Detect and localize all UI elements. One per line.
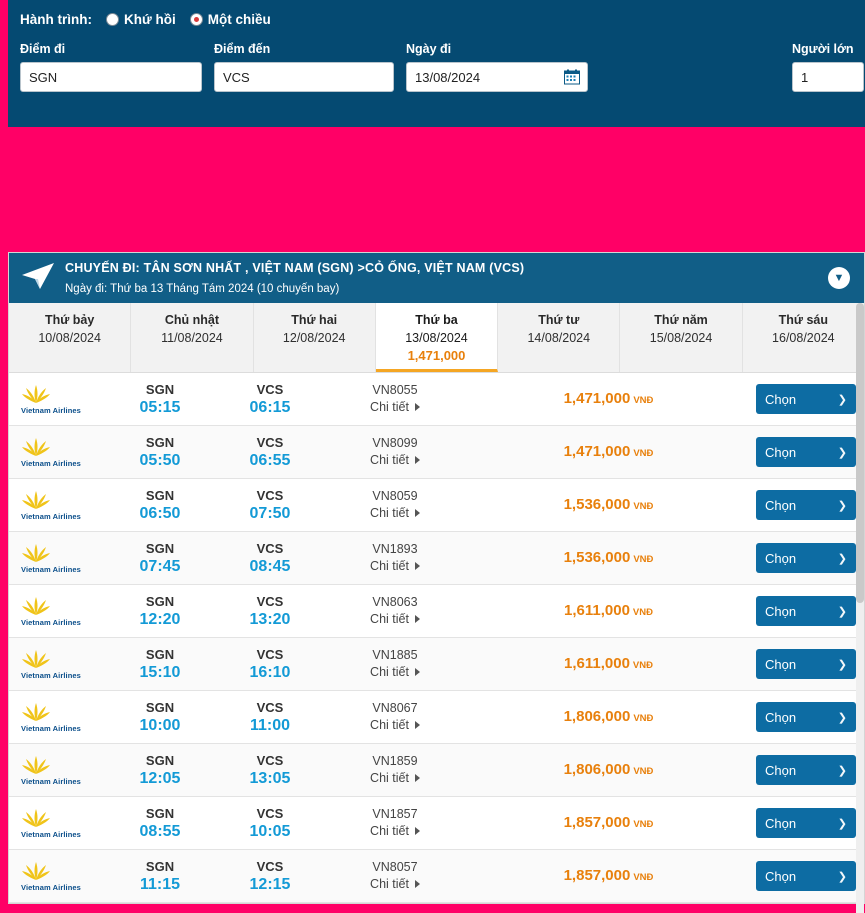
field-destination [214, 42, 394, 92]
arrival-time: 06:55 [249, 451, 291, 469]
arrival-code: VCS [256, 381, 284, 397]
flight-number-cell [325, 648, 465, 681]
chevron-right-icon: ❯ [837, 552, 847, 565]
date-tab-date: 16/08/2024 [772, 331, 835, 345]
choose-flight-label: Chọn [765, 815, 797, 831]
flight-details-label: Chi tiết [370, 399, 409, 414]
date-tab-dow: Thứ hai [291, 313, 338, 327]
trip-option-oneway[interactable] [190, 12, 271, 27]
choose-flight-label: Chọn [765, 868, 797, 884]
choose-flight-button[interactable] [756, 755, 856, 785]
choose-flight-button[interactable] [756, 861, 856, 891]
chevron-right-icon [415, 456, 420, 464]
results-panel [8, 252, 865, 904]
price-value: 1,857,000 [563, 867, 631, 884]
arrival-code: VCS [256, 646, 284, 662]
flight-details-link[interactable] [370, 453, 420, 467]
price-value: 1,806,000 [563, 761, 631, 778]
airline-name: Vietnam Airlines [21, 883, 81, 892]
price-value: 1,857,000 [563, 814, 631, 831]
price-currency: VNĐ [633, 872, 654, 883]
airline-name: Vietnam Airlines [21, 777, 81, 786]
chevron-down-icon[interactable]: ▼ [828, 267, 850, 289]
price-currency: VNĐ [632, 660, 653, 671]
date-tab-date: 14/08/2024 [527, 331, 591, 345]
choose-flight-label: Chọn [765, 550, 797, 566]
airline-cell [9, 595, 105, 627]
airline-cell [9, 542, 105, 574]
airline-cell [9, 860, 105, 892]
date-tab-5[interactable] [620, 303, 742, 372]
vietnam-airlines-lotus-icon [21, 648, 51, 670]
price-cell [465, 761, 752, 779]
departure-time: 05:15 [139, 398, 181, 416]
vietnam-airlines-lotus-icon [21, 701, 51, 723]
date-tab-dow: Thứ tư [538, 313, 580, 327]
price-value: 1,536,000 [563, 496, 631, 513]
price-value: 1,611,000 [564, 655, 630, 672]
action-cell [752, 702, 864, 732]
departure-cell [105, 382, 215, 417]
arrival-cell [215, 700, 325, 735]
price-currency: VNĐ [633, 395, 654, 406]
date-tab-date: 13/08/2024 [405, 331, 468, 345]
flight-details-label: Chi tiết [370, 823, 409, 838]
arrival-time: 13:05 [249, 769, 291, 787]
flight-number-cell [325, 860, 465, 893]
airline-cell [9, 648, 105, 680]
choose-flight-button[interactable] [756, 649, 856, 679]
arrival-code: VCS [256, 540, 284, 556]
vietnam-airlines-lotus-icon [21, 383, 51, 405]
flight-number: VN8059 [372, 488, 418, 503]
chevron-right-icon: ❯ [837, 817, 847, 830]
flight-details-label: Chi tiết [370, 770, 409, 785]
chevron-right-icon [415, 509, 420, 517]
action-cell [752, 755, 864, 785]
departure-cell [105, 700, 215, 735]
departure-cell [105, 647, 215, 682]
date-tab-0[interactable] [9, 303, 131, 372]
arrival-cell [215, 806, 325, 841]
vietnam-airlines-lotus-icon [21, 595, 51, 617]
airline-name: Vietnam Airlines [21, 618, 81, 627]
airline-cell [9, 807, 105, 839]
flight-row[interactable] [9, 638, 864, 691]
arrival-cell [215, 859, 325, 894]
airline-name: Vietnam Airlines [21, 671, 81, 680]
scrollbar-thumb[interactable] [856, 303, 864, 603]
departure-cell [105, 859, 215, 894]
price-currency: VNĐ [633, 554, 654, 565]
flight-number: VN1859 [372, 753, 418, 768]
arrival-cell [215, 647, 325, 682]
price-value: 1,611,000 [564, 602, 630, 619]
airline-name: Vietnam Airlines [21, 512, 81, 521]
choose-flight-button[interactable] [756, 808, 856, 838]
date-tab-dow: Thứ năm [654, 313, 708, 327]
arrival-time: 08:45 [249, 557, 291, 575]
results-subtitle: Ngày đi: Thứ ba 13 Tháng Tám 2024 (10 chuyến bay) [65, 283, 340, 295]
flight-row[interactable] [9, 691, 864, 744]
flight-number: VN8055 [372, 382, 418, 397]
flight-number: VN1885 [372, 647, 418, 662]
flight-details-link[interactable] [370, 559, 420, 573]
airline-cell [9, 436, 105, 468]
price-value: 1,471,000 [563, 390, 631, 407]
chevron-right-icon: ❯ [837, 870, 847, 883]
price-cell [465, 867, 752, 885]
flight-details-label: Chi tiết [370, 505, 409, 520]
vietnam-airlines-lotus-icon [21, 489, 51, 511]
paper-plane-icon [21, 262, 55, 295]
price-currency: VNĐ [632, 607, 653, 618]
arrival-cell [215, 382, 325, 417]
flight-details-link[interactable] [370, 612, 420, 626]
action-cell [752, 384, 864, 414]
flight-details-label: Chi tiết [370, 664, 409, 679]
flight-number-cell [325, 542, 465, 575]
flight-details-label: Chi tiết [370, 876, 409, 891]
choose-flight-label: Chọn [765, 497, 797, 513]
date-tab-dow: Chủ nhật [164, 313, 219, 327]
date-tab-date: 11/08/2024 [161, 331, 223, 345]
arrival-time: 16:10 [249, 663, 291, 681]
choose-flight-button[interactable] [756, 384, 856, 414]
flight-row[interactable] [9, 585, 864, 638]
date-tab-price: 1,471,000 [407, 348, 466, 363]
departure-code: SGN [145, 646, 175, 662]
flight-row[interactable] [9, 532, 864, 585]
departure-time: 12:05 [139, 769, 181, 787]
flight-number-cell [325, 436, 465, 469]
choose-flight-button[interactable] [756, 702, 856, 732]
departure-code: SGN [145, 540, 175, 556]
chevron-right-icon [415, 668, 420, 676]
flight-number-cell [325, 701, 465, 734]
price-value: 1,806,000 [563, 708, 631, 725]
action-cell [752, 861, 864, 891]
flight-row[interactable] [9, 373, 864, 426]
date-tab-2[interactable] [254, 303, 376, 372]
flight-details-label: Chi tiết [370, 611, 409, 626]
radio-oneway-icon[interactable] [190, 13, 203, 26]
field-origin [20, 42, 202, 92]
vietnam-airlines-lotus-icon [21, 436, 51, 458]
airline-cell [9, 701, 105, 733]
vietnam-airlines-lotus-icon [21, 542, 51, 564]
departure-code: SGN [145, 381, 175, 397]
date-strip [9, 303, 864, 373]
departure-code: SGN [145, 752, 175, 768]
date-tab-date: 15/08/2024 [649, 331, 713, 345]
results-header [9, 253, 864, 303]
choose-flight-label: Chọn [765, 444, 797, 460]
arrival-time: 10:05 [249, 822, 291, 840]
arrival-cell [215, 594, 325, 629]
origin-input[interactable] [20, 62, 202, 92]
search-fields [20, 42, 865, 92]
departure-cell [105, 488, 215, 523]
date-tab-1[interactable] [131, 303, 253, 372]
chevron-right-icon: ❯ [837, 393, 847, 406]
action-cell [752, 490, 864, 520]
date-tab-4[interactable] [498, 303, 620, 372]
chevron-right-icon [415, 403, 420, 411]
flight-details-link[interactable] [370, 771, 420, 785]
chevron-right-icon [415, 827, 420, 835]
choose-flight-label: Chọn [765, 391, 797, 407]
choose-flight-label: Chọn [765, 709, 797, 725]
price-cell [465, 496, 752, 514]
choose-flight-label: Chọn [765, 762, 797, 778]
departure-code: SGN [145, 487, 175, 503]
chevron-right-icon [415, 615, 420, 623]
chevron-right-icon: ❯ [837, 658, 847, 671]
departure-time: 06:50 [139, 504, 181, 522]
trip-type-row [20, 8, 865, 30]
radio-roundtrip-icon[interactable] [106, 13, 119, 26]
date-tab-dow: Thứ bảy [44, 313, 95, 327]
arrival-code: VCS [256, 752, 284, 768]
departure-time: 05:50 [139, 451, 181, 469]
price-value: 1,471,000 [563, 443, 631, 460]
flight-number-cell [325, 383, 465, 416]
chevron-right-icon [415, 721, 420, 729]
vietnam-airlines-lotus-icon [21, 860, 51, 882]
chevron-right-icon: ❯ [837, 764, 847, 777]
flight-details-link[interactable] [370, 400, 420, 414]
field-departure-date [406, 42, 588, 92]
departure-time: 11:15 [139, 875, 181, 893]
airline-cell [9, 383, 105, 415]
departure-cell [105, 753, 215, 788]
price-cell [465, 814, 752, 832]
choose-flight-button[interactable] [756, 543, 856, 573]
arrival-cell [215, 488, 325, 523]
date-tab-date: 10/08/2024 [38, 331, 101, 345]
price-currency: VNĐ [633, 501, 654, 512]
price-cell [465, 655, 752, 673]
departure-cell [105, 435, 215, 470]
departure-cell [105, 541, 215, 576]
choose-flight-label: Chọn [765, 656, 797, 672]
departure-cell [105, 806, 215, 841]
trip-option-roundtrip-label: Khứ hồi [124, 11, 176, 27]
price-currency: VNĐ [633, 819, 654, 830]
flight-number-cell [325, 807, 465, 840]
flight-number-cell [325, 489, 465, 522]
price-cell [465, 390, 752, 408]
airline-cell [9, 754, 105, 786]
airline-name: Vietnam Airlines [21, 830, 81, 839]
departure-code: SGN [145, 805, 175, 821]
airline-name: Vietnam Airlines [21, 565, 81, 574]
flight-details-link[interactable] [370, 506, 420, 520]
airline-cell [9, 489, 105, 521]
flight-number-cell [325, 595, 465, 628]
airline-name: Vietnam Airlines [21, 724, 81, 733]
chevron-right-icon: ❯ [837, 605, 847, 618]
arrival-code: VCS [256, 593, 284, 609]
departure-time: 07:45 [139, 557, 181, 575]
departure-time: 12:20 [139, 610, 181, 628]
flight-details-link[interactable] [370, 824, 420, 838]
trip-option-oneway-label: Một chiều [207, 11, 271, 27]
flight-row[interactable] [9, 850, 864, 903]
arrival-code: VCS [256, 858, 284, 874]
arrival-cell [215, 753, 325, 788]
date-tab-dow: Thứ ba [415, 313, 458, 327]
arrival-code: VCS [256, 434, 284, 450]
price-currency: VNĐ [633, 448, 654, 459]
flight-row[interactable] [9, 744, 864, 797]
price-cell [465, 602, 752, 620]
flight-details-link[interactable] [370, 877, 420, 891]
action-cell [752, 808, 864, 838]
flight-row[interactable] [9, 426, 864, 479]
flight-details-link[interactable] [370, 718, 420, 732]
adults-input[interactable] [792, 62, 864, 92]
action-cell [752, 543, 864, 573]
flight-details-link[interactable] [370, 665, 420, 679]
arrival-code: VCS [256, 699, 284, 715]
airline-name: Vietnam Airlines [21, 406, 81, 415]
trip-type-label: Hành trình: [20, 11, 92, 27]
departure-code: SGN [145, 858, 175, 874]
flight-number: VN8057 [372, 859, 418, 874]
field-adults [792, 42, 864, 92]
choose-flight-button[interactable] [756, 490, 856, 520]
arrival-time: 07:50 [249, 504, 291, 522]
origin-label: Điểm đi [20, 42, 66, 56]
adults-label: Người lớn [792, 42, 854, 56]
arrival-time: 13:20 [249, 610, 291, 628]
date-tab-6[interactable] [743, 303, 864, 372]
arrival-time: 11:00 [249, 716, 291, 734]
price-cell [465, 549, 752, 567]
departure-date-label: Ngày đi [406, 42, 452, 56]
chevron-right-icon [415, 562, 420, 570]
departure-date-input[interactable] [406, 62, 588, 92]
flight-details-label: Chi tiết [370, 717, 409, 732]
price-currency: VNĐ [633, 766, 654, 777]
flight-row[interactable] [9, 479, 864, 532]
chevron-right-icon [415, 880, 420, 888]
date-tab-date: 12/08/2024 [282, 331, 346, 345]
chevron-right-icon: ❯ [837, 446, 847, 459]
date-tab-3[interactable] [376, 303, 498, 372]
flight-number: VN1893 [372, 541, 418, 556]
arrival-cell [215, 541, 325, 576]
departure-code: SGN [145, 434, 175, 450]
arrival-code: VCS [256, 805, 284, 821]
destination-input[interactable] [214, 62, 394, 92]
chevron-right-icon: ❯ [837, 499, 847, 512]
action-cell [752, 596, 864, 626]
chevron-right-icon [415, 774, 420, 782]
flight-number: VN1857 [372, 806, 418, 821]
date-tab-dow: Thứ sáu [778, 313, 828, 327]
flight-list [9, 373, 864, 903]
search-panel [8, 0, 865, 127]
departure-cell [105, 594, 215, 629]
price-currency: VNĐ [633, 713, 654, 724]
price-cell [465, 443, 752, 461]
choose-flight-label: Chọn [765, 603, 797, 619]
action-cell [752, 649, 864, 679]
departure-time: 08:55 [139, 822, 181, 840]
flight-number-cell [325, 754, 465, 787]
flight-row[interactable] [9, 797, 864, 850]
choose-flight-button[interactable] [756, 596, 856, 626]
departure-code: SGN [145, 593, 175, 609]
price-cell [465, 708, 752, 726]
arrival-cell [215, 435, 325, 470]
chevron-right-icon: ❯ [837, 711, 847, 724]
destination-label: Điểm đến [214, 42, 271, 56]
results-title: CHUYẾN ĐI: TÂN SƠN NHẤT , VIỆT NAM (SGN) >CỎ ỐNG, VIỆT NAM (VCS) [65, 261, 525, 275]
departure-code: SGN [145, 699, 175, 715]
departure-time: 10:00 [139, 716, 181, 734]
arrival-time: 06:15 [249, 398, 291, 416]
flight-number: VN8063 [372, 594, 418, 609]
price-value: 1,536,000 [563, 549, 631, 566]
flight-details-label: Chi tiết [370, 558, 409, 573]
vietnam-airlines-lotus-icon [21, 807, 51, 829]
airline-name: Vietnam Airlines [21, 459, 81, 468]
arrival-time: 12:15 [249, 875, 291, 893]
flight-details-label: Chi tiết [370, 452, 409, 467]
action-cell [752, 437, 864, 467]
arrival-code: VCS [256, 487, 284, 503]
choose-flight-button[interactable] [756, 437, 856, 467]
flight-number: VN8067 [372, 700, 418, 715]
trip-option-roundtrip[interactable] [106, 12, 176, 27]
departure-time: 15:10 [139, 663, 181, 681]
vietnam-airlines-lotus-icon [21, 754, 51, 776]
flight-number: VN8099 [372, 435, 418, 450]
